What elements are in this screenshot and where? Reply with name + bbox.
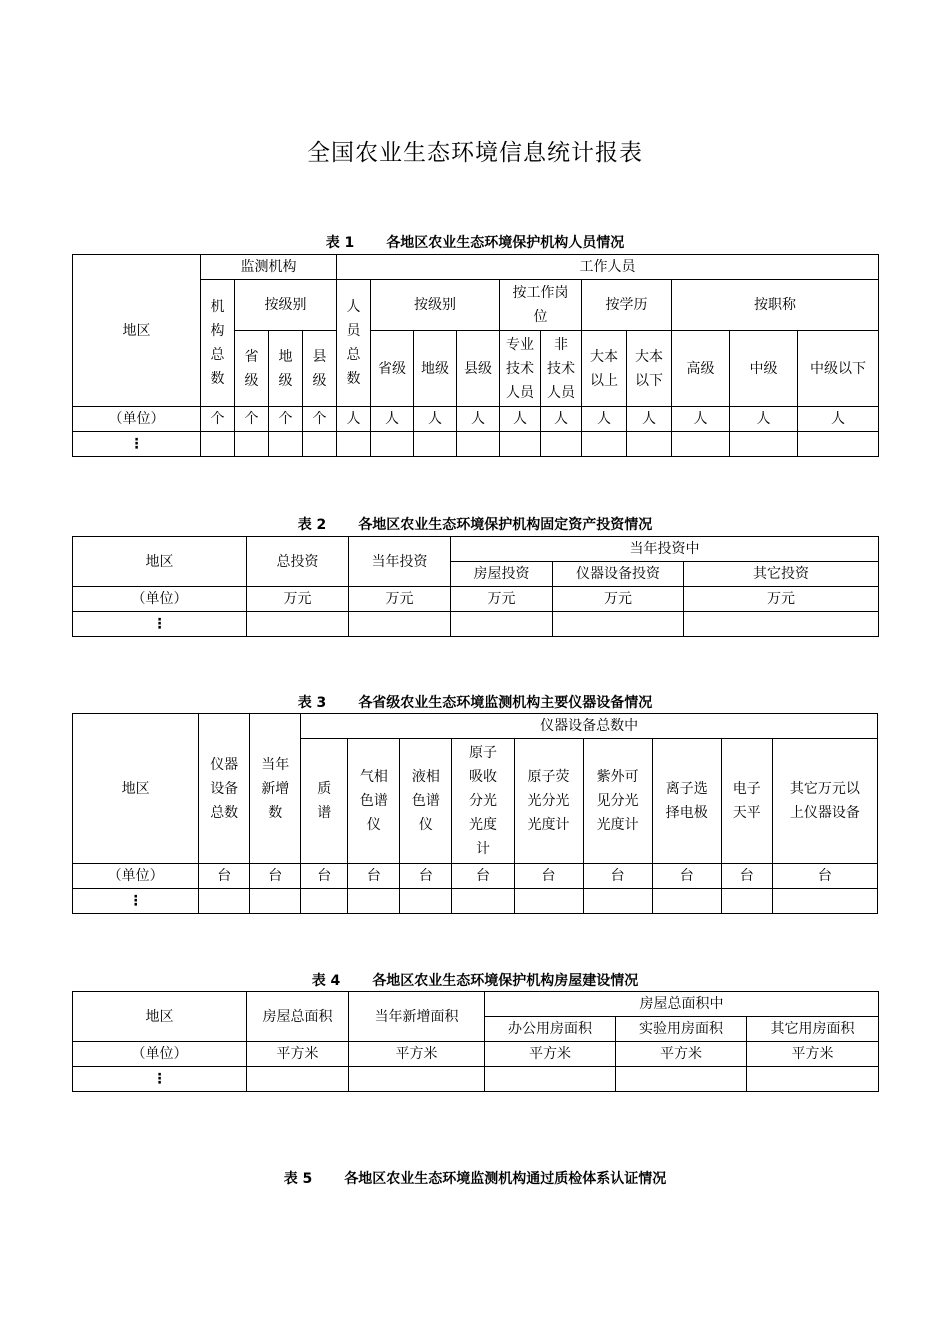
table2-unit-cell: 万元: [553, 587, 684, 612]
table4-unit-row: [73, 1042, 879, 1067]
table3-gc-header: 气相 色谱 仪: [348, 739, 400, 864]
table3-year-new-header: 当年 新增 数: [250, 714, 301, 864]
table1-empty-cell[interactable]: [303, 432, 337, 457]
table3-unit-cell: 台: [514, 864, 583, 889]
table3-empty-cell[interactable]: [301, 889, 348, 914]
table1-empty-cell[interactable]: [582, 432, 627, 457]
table1-empty-cell[interactable]: [235, 432, 269, 457]
table2-empty-cell[interactable]: [349, 612, 451, 637]
document-title: 全国农业生态环境信息统计报表: [307, 140, 643, 166]
table3-unit-cell: 台: [652, 864, 721, 889]
table3-unit-row: [73, 864, 878, 889]
table1-org-by-level-header: 按级别: [235, 280, 337, 331]
table3-inst-total-header: 仪器 设备 总数: [199, 714, 250, 864]
table1-caption-text: 各地区农业生态环境保护机构人员情况: [386, 235, 625, 251]
table1-data-row: [73, 432, 879, 457]
table3-empty-cell[interactable]: [250, 889, 301, 914]
table1-title-high-header: 高级: [672, 331, 730, 407]
table3-unit-cell: 台: [301, 864, 348, 889]
table3-empty-cell[interactable]: [199, 889, 250, 914]
table3-empty-cell[interactable]: [772, 889, 877, 914]
table4-office-header: 办公用房面积: [485, 1017, 616, 1042]
table3-inst-of-header: 仪器设备总数中: [301, 714, 878, 739]
table2-empty-cell[interactable]: [553, 612, 684, 637]
table1-unit-cell: 人: [457, 407, 500, 432]
table1-staff-prov-header: 省级: [371, 331, 414, 407]
table4-unit-label: （单位）: [73, 1042, 247, 1067]
table3-aas-header: 原子 吸收 分光 光度 计: [452, 739, 514, 864]
table4-unit-cell: 平方米: [616, 1042, 747, 1067]
table3-unit-cell: 台: [250, 864, 301, 889]
table1-empty-cell[interactable]: [337, 432, 371, 457]
table2-empty-cell[interactable]: [684, 612, 879, 637]
table2-region-header: 地区: [73, 537, 247, 587]
table3-unit-cell: 台: [772, 864, 877, 889]
table1-staff-total-header: 人 员 总 数: [337, 280, 371, 407]
table1-unit-cell: 人: [541, 407, 582, 432]
table1-org-county-header: 县 级: [303, 331, 337, 407]
table1-staff-header: 工作人员: [337, 255, 879, 280]
table1-empty-cell[interactable]: [798, 432, 879, 457]
table2-empty-cell[interactable]: [451, 612, 553, 637]
table1-empty-cell[interactable]: [457, 432, 500, 457]
table1-region-header: 地区: [73, 255, 201, 407]
table4-house-total-header: 房屋总面积: [247, 992, 349, 1042]
table4-unit-cell: 平方米: [349, 1042, 485, 1067]
table1-unit-cell: 个: [303, 407, 337, 432]
table4-other-header: 其它用房面积: [747, 1017, 879, 1042]
table2-empty-cell[interactable]: [247, 612, 349, 637]
table2-caption: [0, 514, 950, 534]
table3-uvvis-header: 紫外可 见分光 光度计: [583, 739, 652, 864]
table3-lc-header: 液相 色谱 仪: [400, 739, 452, 864]
table5-caption-number: 表 5: [283, 1171, 313, 1187]
table3-unit-cell: 台: [452, 864, 514, 889]
table1-empty-cell[interactable]: [500, 432, 541, 457]
table1-post-tech-header: 专业 技术 人员: [500, 331, 541, 407]
table1-caption-number: 表 1: [325, 235, 355, 251]
table1-post-nontech-header: 非 技术 人员: [541, 331, 582, 407]
table1-unit-cell: 人: [730, 407, 798, 432]
table3-unit-cell: 台: [348, 864, 400, 889]
table1-edu-below-header: 大本 以下: [627, 331, 672, 407]
table3-empty-cell[interactable]: [652, 889, 721, 914]
table2-unit-cell: 万元: [247, 587, 349, 612]
table1-by-title-header: 按职称: [672, 280, 879, 331]
table1-empty-cell[interactable]: [371, 432, 414, 457]
table4-caption: [0, 970, 950, 990]
table3-caption-number: 表 3: [297, 695, 327, 711]
table1-empty-cell[interactable]: [730, 432, 798, 457]
table2-caption-number: 表 2: [297, 517, 327, 533]
table1-unit-cell: 个: [201, 407, 235, 432]
table4-lab-header: 实验用房面积: [616, 1017, 747, 1042]
table1-org-prov-header: 省 级: [235, 331, 269, 407]
table2-unit-row: [73, 587, 879, 612]
table2-year-invest-of-header: 当年投资中: [451, 537, 879, 562]
table3-mass-spec-header: 质 谱: [301, 739, 348, 864]
table3-empty-cell[interactable]: [721, 889, 772, 914]
table3-unit-cell: 台: [400, 864, 452, 889]
table4-empty-cell[interactable]: [247, 1067, 349, 1092]
table4-unit-cell: 平方米: [485, 1042, 616, 1067]
table3-region-header: 地区: [73, 714, 199, 864]
table1-unit-cell: 人: [627, 407, 672, 432]
table2-ellipsis: ⋮: [73, 612, 247, 637]
table1-unit-cell: 人: [371, 407, 414, 432]
table3-data-row: [73, 889, 878, 914]
table4-region-header: 地区: [73, 992, 247, 1042]
table5-caption-text: 各地区农业生态环境监测机构通过质检体系认证情况: [344, 1171, 667, 1187]
table2: [72, 536, 879, 637]
table1-edu-above-header: 大本 以上: [582, 331, 627, 407]
table3-afs-header: 原子荧 光分光 光度计: [514, 739, 583, 864]
table4-empty-cell[interactable]: [485, 1067, 616, 1092]
table1-caption: [0, 232, 950, 252]
table2-unit-cell: 万元: [684, 587, 879, 612]
table3-empty-cell[interactable]: [348, 889, 400, 914]
table4-empty-cell[interactable]: [747, 1067, 879, 1092]
table4: [72, 991, 879, 1092]
table2-unit-label: （单位）: [73, 587, 247, 612]
table3-empty-cell[interactable]: [583, 889, 652, 914]
table1-empty-cell[interactable]: [414, 432, 457, 457]
table4-empty-cell[interactable]: [349, 1067, 485, 1092]
table3-empty-cell[interactable]: [514, 889, 583, 914]
table1-empty-cell[interactable]: [541, 432, 582, 457]
table3-unit-label: （单位）: [73, 864, 199, 889]
table1-org-city-header: 地 级: [269, 331, 303, 407]
table1-title-mid-header: 中级: [730, 331, 798, 407]
table3-caption-text: 各省级农业生态环境监测机构主要仪器设备情况: [358, 695, 653, 711]
table3-empty-cell[interactable]: [452, 889, 514, 914]
table1-empty-cell[interactable]: [672, 432, 730, 457]
table1-empty-cell[interactable]: [627, 432, 672, 457]
table1-unit-cell: 个: [269, 407, 303, 432]
table1-unit-cell: 人: [337, 407, 371, 432]
table3-empty-cell[interactable]: [400, 889, 452, 914]
table3-other-header: 其它万元以 上仪器设备: [772, 739, 877, 864]
table4-caption-text: 各地区农业生态环境保护机构房屋建设情况: [372, 973, 639, 989]
table1-empty-cell[interactable]: [269, 432, 303, 457]
table4-unit-cell: 平方米: [247, 1042, 349, 1067]
table1-by-edu-header: 按学历: [582, 280, 672, 331]
table4-year-new-area-header: 当年新增面积: [349, 992, 485, 1042]
table1-unit-cell: 人: [672, 407, 730, 432]
table3-caption: [0, 692, 950, 712]
table3-balance-header: 电子 天平: [721, 739, 772, 864]
table1-unit-cell: 个: [235, 407, 269, 432]
table3-unit-cell: 台: [583, 864, 652, 889]
table4-empty-cell[interactable]: [616, 1067, 747, 1092]
table1-unit-cell: 人: [798, 407, 879, 432]
table2-instrument-invest-header: 仪器设备投资: [553, 562, 684, 587]
table1-unit-label: （单位）: [73, 407, 201, 432]
table2-unit-cell: 万元: [451, 587, 553, 612]
table1-staff-by-level-header: 按级别: [371, 280, 500, 331]
table3-ellipsis: ⋮: [73, 889, 199, 914]
table1-empty-cell[interactable]: [201, 432, 235, 457]
table2-caption-text: 各地区农业生态环境保护机构固定资产投资情况: [358, 517, 653, 533]
table4-house-of-header: 房屋总面积中: [485, 992, 879, 1017]
table4-unit-cell: 平方米: [747, 1042, 879, 1067]
table4-data-row: [73, 1067, 879, 1092]
table1-staff-city-header: 地级: [414, 331, 457, 407]
table1-staff-county-header: 县级: [457, 331, 500, 407]
table4-ellipsis: ⋮: [73, 1067, 247, 1092]
table1-unit-cell: 人: [500, 407, 541, 432]
table2-unit-cell: 万元: [349, 587, 451, 612]
table2-other-invest-header: 其它投资: [684, 562, 879, 587]
table1-unit-row: [73, 407, 879, 432]
table3-unit-cell: 台: [721, 864, 772, 889]
table1: [72, 254, 879, 457]
table3-ise-header: 离子选 择电极: [652, 739, 721, 864]
table1-unit-cell: 人: [582, 407, 627, 432]
table1-ellipsis: ⋮: [73, 432, 201, 457]
table2-year-invest-header: 当年投资: [349, 537, 451, 587]
table3-unit-cell: 台: [199, 864, 250, 889]
table1-by-post-header: 按工作岗 位: [500, 280, 582, 331]
table1-title-low-header: 中级以下: [798, 331, 879, 407]
table1-org-total-header: 机 构 总 数: [201, 280, 235, 407]
table1-monitor-org-header: 监测机构: [201, 255, 337, 280]
table2-total-invest-header: 总投资: [247, 537, 349, 587]
table4-caption-number: 表 4: [311, 973, 341, 989]
table3: [72, 713, 878, 914]
table5-caption: [0, 1168, 950, 1188]
table1-unit-cell: 人: [414, 407, 457, 432]
table2-house-invest-header: 房屋投资: [451, 562, 553, 587]
table2-data-row: [73, 612, 879, 637]
